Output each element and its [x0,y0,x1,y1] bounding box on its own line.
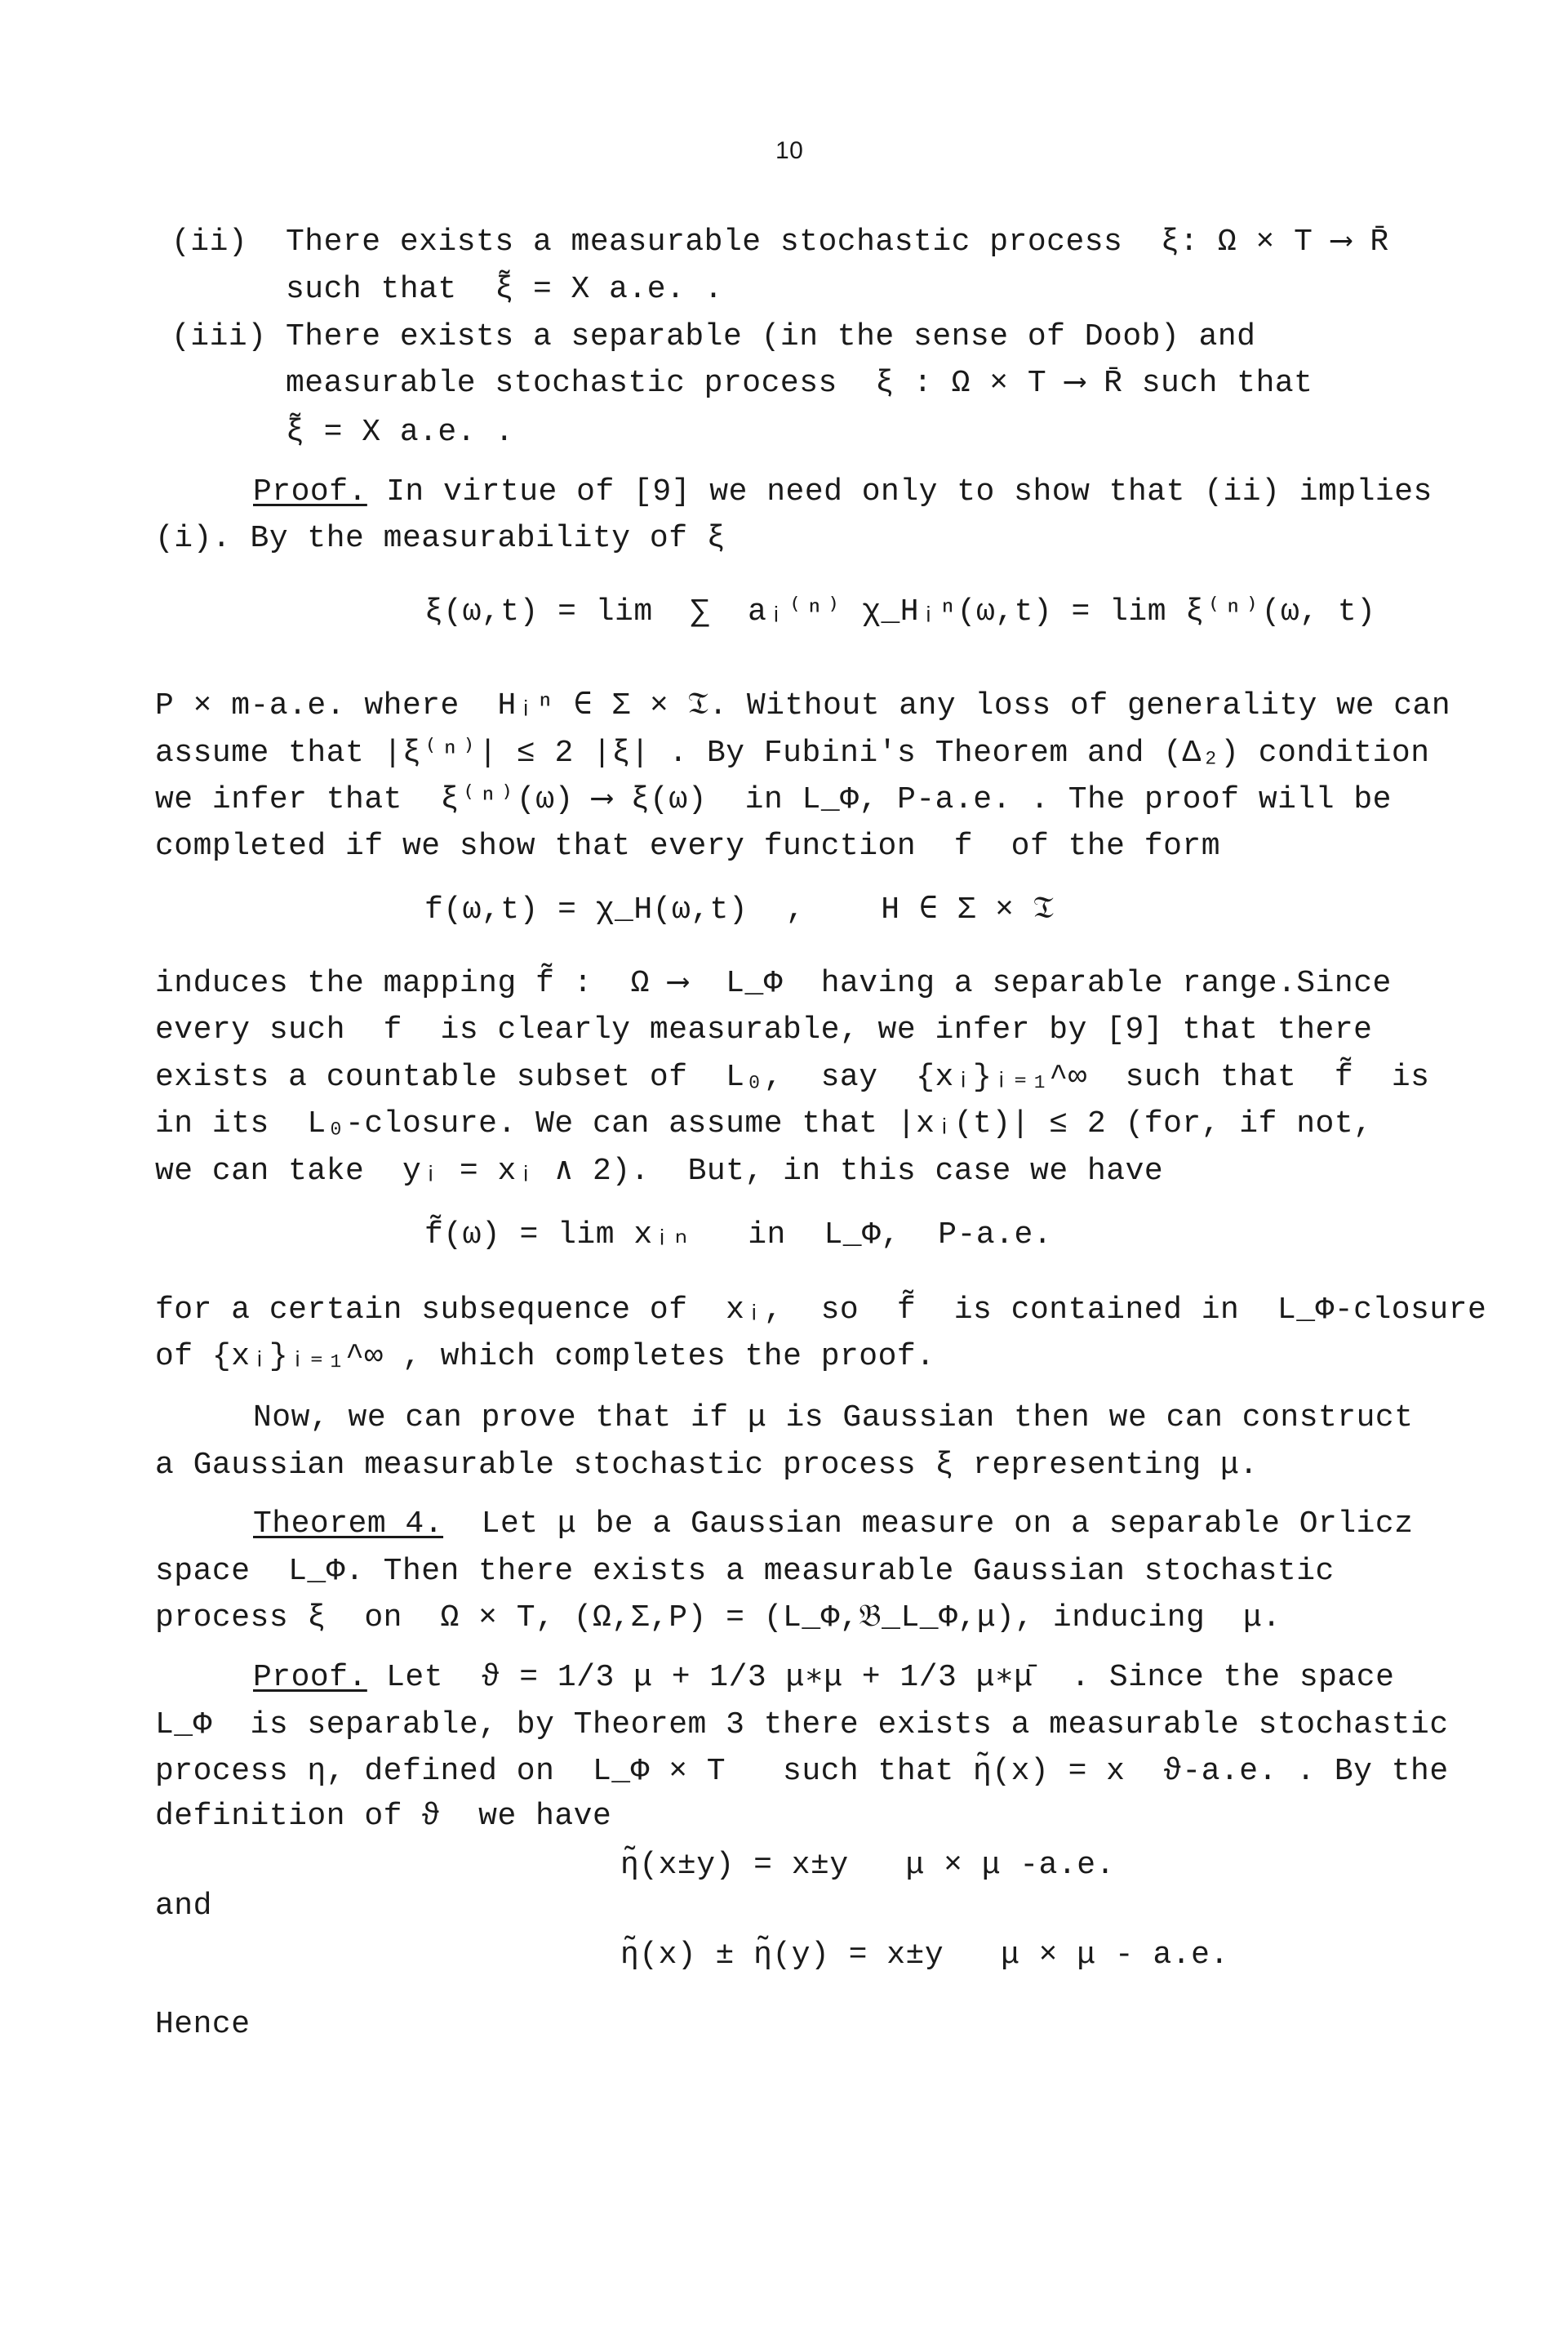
theorem-line-1 [253,1504,1414,1545]
proof2-line-2: L_Φ is separable, by Theorem 3 there exists a measurable stochastic [155,1707,1449,1742]
now-para-line-2: a Gaussian measurable stochastic process ξ representing μ. [155,1448,1259,1483]
proof1-line-1-text: In virtue of [9] we need only to show that (ii) implies [366,474,1433,509]
item-label-ii: (ii) [171,225,248,260]
proof2-equation-2: η̃(x) ± η̃(y) = x±y μ × μ - a.e. [620,1938,1229,1973]
proof1-para2-line-3: exists a countable subset of L₀, say {xᵢ}ᵢ₌₁^∞ such that f̃ is [155,1060,1430,1095]
theorem-line-3: process ξ on Ω × T, (Ω,Σ,P) = (L_Φ,𝔅_L_Φ,μ), inducing μ. [155,1600,1281,1635]
proof1-equation-2: f(ω,t) = χ_H(ω,t) , H ∈ Σ × 𝔗 [424,892,1055,928]
proof2-equation-1: η̃(x±y) = x±y μ × μ -a.e. [620,1848,1115,1883]
proof1-para2-line-1: induces the mapping f̃ : Ω ⟶ L_Φ having a separable range.Since [155,966,1392,1001]
proof1-para2-line-4: in its L₀-closure. We can assume that |xᵢ(t)| ≤ 2 (for, if not, [155,1106,1373,1141]
proof1-line-2: (i). By the measurability of ξ [155,521,726,556]
page-number: 10 [775,137,804,164]
proof2-heading: Proof. [253,1660,367,1695]
proof2-line-1-text: Let ϑ = 1/3 μ + 1/3 μ∗μ + 1/3 μ∗μ̄ . Since the space [366,1660,1395,1695]
theorem-heading: Theorem 4. [253,1506,444,1542]
theorem-line-2: space L_Φ. Then there exists a measurable Gaussian stochastic [155,1554,1335,1589]
item-iii-line-1: There exists a separable (in the sense of Doob) and [286,319,1256,354]
proof1-equation-1: ξ(ω,t) = lim ∑ aᵢ⁽ⁿ⁾ χ_Hᵢⁿ(ω,t) = lim ξ⁽ⁿ⁾(ω, t) [424,594,1376,630]
proof2-hence: Hence [155,2007,251,2042]
proof2-line-1 [253,1657,1394,1698]
proof1-para3-line-2: of {xᵢ}ᵢ₌₁^∞ , which completes the proof. [155,1339,935,1374]
proof2-line-3: process η, defined on L_Φ × T such that η̃(x) = x ϑ-a.e. . By the [155,1754,1449,1789]
proof2-line-4: definition of ϑ we have [155,1799,612,1834]
item-ii-line-1: There exists a measurable stochastic process ξ: Ω × T ⟶ R̄ [286,225,1389,260]
proof1-heading: Proof. [253,474,367,509]
proof1-para2-line-2: every such f is clearly measurable, we infer by [9] that there [155,1012,1373,1048]
proof2-and: and [155,1889,212,1924]
proof1-para-line-4: completed if we show that every function f of the form [155,829,1221,864]
proof1-line-1 [253,472,1433,513]
proof1-para-line-2: assume that |ξ⁽ⁿ⁾| ≤ 2 |ξ| . By Fubini's Theorem and (Δ₂) condition [155,736,1430,771]
proof1-para-line-1: P × m-a.e. where Hᵢⁿ ∈ Σ × 𝔗. Without any loss of generality we can [155,688,1451,723]
item-iii-line-2: measurable stochastic process ξ : Ω × T ⟶ R̄ such that [286,366,1313,401]
item-iii-line-3: ξ̃ = X a.e. . [286,415,514,450]
proof1-para2-line-5: we can take yᵢ = xᵢ ∧ 2). But, in this case we have [155,1154,1164,1189]
proof1-para3-line-1: for a certain subsequence of xᵢ, so f̃ is contained in L_Φ-closure [155,1293,1487,1328]
now-para-line-1: Now, we can prove that if μ is Gaussian then we can construct [253,1400,1414,1435]
proof1-para-line-3: we infer that ξ⁽ⁿ⁾(ω) ⟶ ξ(ω) in L_Φ, P-a.e. . The proof will be [155,782,1392,817]
item-ii-line-2: such that ξ̃ = X a.e. . [286,272,723,307]
item-label-iii: (iii) [171,319,267,354]
theorem-line-1-text: Let μ be a Gaussian measure on a separable Orlicz [443,1506,1414,1542]
proof1-equation-3: f̃(ω) = lim xᵢₙ in L_Φ, P-a.e. [424,1217,1053,1252]
